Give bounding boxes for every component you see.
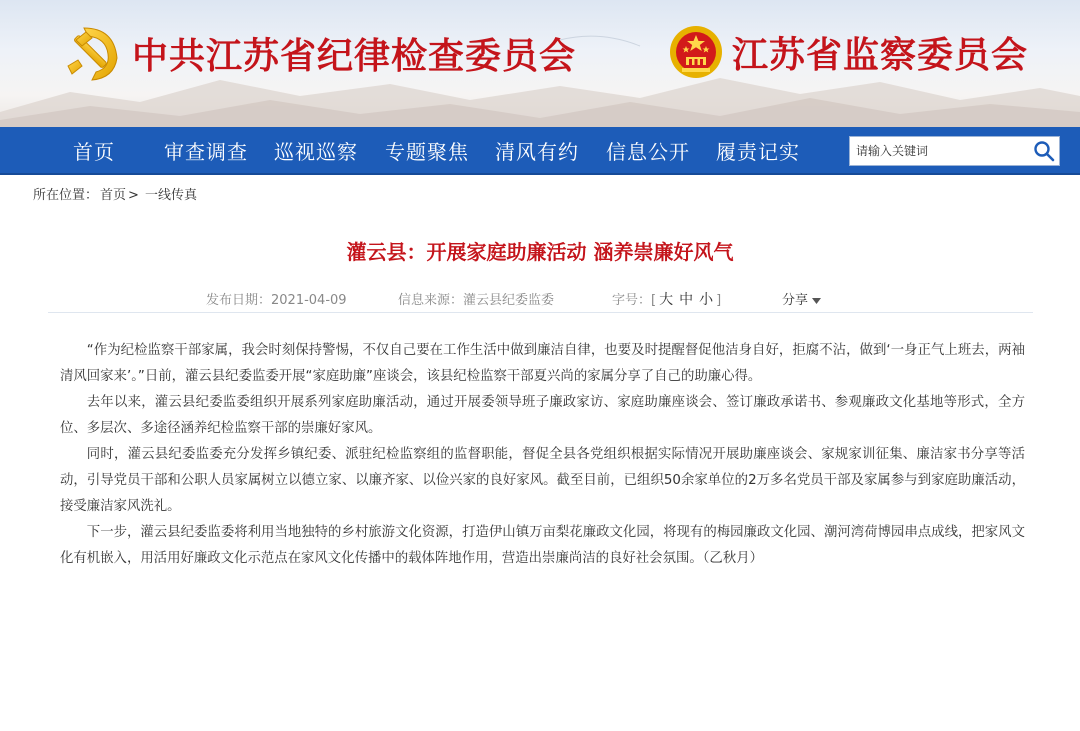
font-size-label: 字号：[ [612, 293, 657, 308]
nav-item-clean-wind[interactable]: 清风有约 [495, 140, 579, 164]
font-size-large-button[interactable]: 大 [659, 292, 674, 308]
org2-brand[interactable] [668, 24, 1028, 80]
font-size-control [612, 289, 721, 309]
nav-item-topics[interactable]: 专题聚焦 [385, 140, 469, 164]
breadcrumb [33, 184, 199, 203]
share-label: 分享 [782, 293, 809, 308]
chevron-down-icon [812, 298, 821, 304]
publish-date: 发布日期：2021-04-09 [206, 293, 347, 308]
search-icon[interactable] [1033, 140, 1055, 162]
paragraph: 同时，灌云县纪委监委充分发挥乡镇纪委、派驻纪检监察组的监督职能，督促全县各党组织根据实际情况开展助廉座谈会、家规家训征集、廉洁家书分享等活动，引导党员干部和公职人员家属树立以德立家、以廉齐家、以俭兴家的良好家风。截至目前，已组织50余家单位的2万多名党员干部及家属参与到家庭助廉活动，接受廉洁家风洗礼。 [60, 447, 1025, 514]
font-size-small-button[interactable]: 小 [699, 292, 714, 308]
nav-item-inspection[interactable]: 巡视巡察 [274, 140, 358, 164]
nav-item-duty-record[interactable]: 履责记实 [716, 140, 800, 164]
paragraph: 去年以来，灌云县纪委监委组织开展系列家庭助廉活动，通过开展委领导班子廉政家访、家庭助廉座谈会、签订廉政承诺书、参观廉政文化基地等形式，全方位、多层次、多途径涵养纪检监察干部的崇廉好家风。 [60, 395, 1025, 436]
nav-item-home[interactable]: 首页 [73, 140, 115, 164]
article-title: 灌云县：开展家庭助廉活动 涵养崇廉好风气 [346, 240, 734, 264]
org1-brand[interactable] [62, 22, 576, 84]
font-size-medium-button[interactable]: 中 [679, 292, 694, 308]
breadcrumb-home[interactable]: 首页 [100, 188, 127, 203]
org1-name: 中共江苏省纪律检查委员会 [132, 34, 577, 77]
paragraph: 下一步，灌云县纪委监委将利用当地独特的乡村旅游文化资源，打造伊山镇万亩梨花廉政文化园，将现有的梅园廉政文化园、潮河湾荷博园串点成线，把家风文化有机嵌入，用活用好廉政文化示范点在家风文化传播中的载体阵地作用，营造出崇廉尚洁的良好社会氛围。（乙秋月） [60, 525, 1025, 566]
org2-name: 江苏省监察委员会 [732, 33, 1029, 76]
divider [48, 312, 1033, 313]
nav-item-info-public[interactable]: 信息公开 [606, 140, 690, 164]
font-size-end: ] [716, 293, 722, 308]
breadcrumb-prefix: 所在位置： [33, 188, 99, 203]
party-emblem-icon [62, 22, 124, 84]
paragraph: “作为纪检监察干部家属，我会时刻保持警惕，不仅自己要在工作生活中做到廉洁自律，也要及时提醒督促他洁身自好，拒腐不沾，做到‘一身正气上班去，两袖清风回家来’。”日前，灌云县纪委监委开展“家庭助廉”座谈会，该县纪检监察干部夏兴尚的家属分享了自己的助廉心得。 [60, 343, 1025, 384]
site-header [0, 0, 1080, 127]
share-button[interactable] [782, 289, 821, 308]
search-input[interactable] [856, 141, 1026, 161]
article-body [60, 338, 1025, 572]
nav-item-review[interactable]: 审查调查 [164, 140, 248, 164]
info-source: 信息来源：灌云县纪委监委 [398, 293, 555, 308]
search-box [849, 136, 1060, 166]
breadcrumb-separator: > [128, 188, 139, 203]
national-emblem-icon [668, 24, 724, 80]
breadcrumb-current[interactable]: 一线传真 [144, 188, 197, 203]
